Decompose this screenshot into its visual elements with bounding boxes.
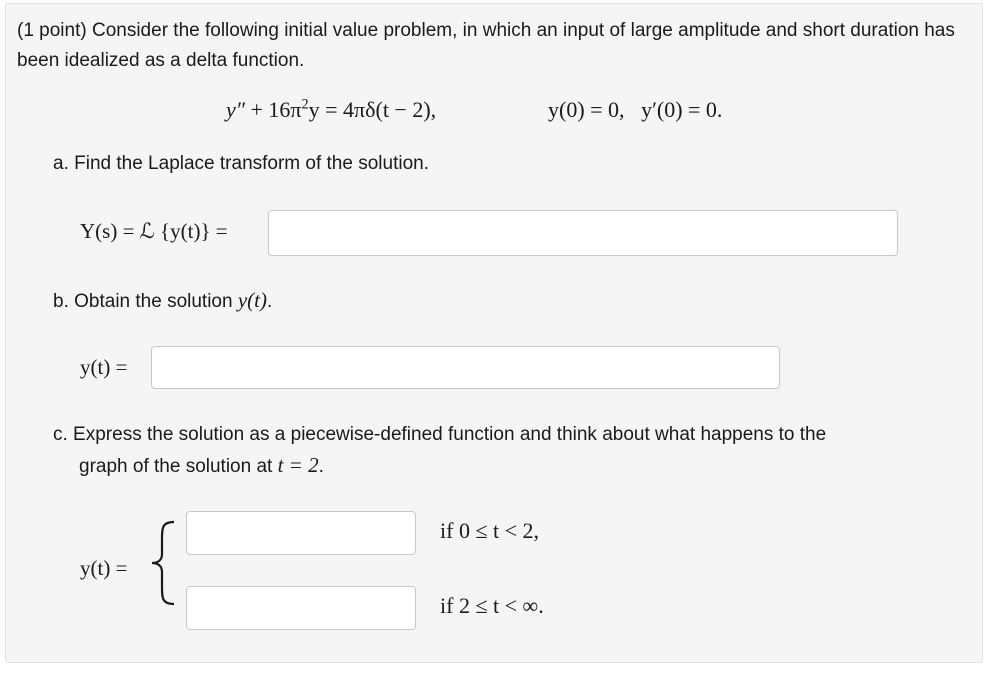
- eq-exponent: 2: [301, 96, 309, 113]
- eq-lhs: y″: [226, 97, 245, 122]
- part-a-label: a. Find the Laplace transform of the solution.: [53, 153, 429, 174]
- part-c-label-line1: c. Express the solution as a piecewise-defined function and think about what happens to the: [53, 424, 827, 445]
- piecewise-field-label: y(t) =: [80, 556, 128, 580]
- laplace-answer-input[interactable]: [268, 210, 898, 256]
- part-b-label-end: .: [267, 291, 273, 312]
- differential-equation: [226, 97, 436, 123]
- part-c-label-math: t = 2: [277, 453, 319, 477]
- eq-rhs: y = 4πδ(t − 2),: [308, 97, 437, 122]
- eq-coefficient: + 16π: [244, 97, 302, 122]
- part-c-label-line2: graph of the solution at: [79, 456, 278, 477]
- part-b-label-text: b. Obtain the solution: [53, 291, 238, 312]
- piece2-answer-input[interactable]: [186, 586, 416, 630]
- initial-conditions: [548, 97, 722, 123]
- piece2-condition: if 2 ≤ t < ∞.: [440, 593, 544, 618]
- laplace-field-label: Y(s) = ℒ {y(t)} =: [80, 219, 228, 243]
- problem-intro: (1 point) Consider the following initial value problem, in which an input of large amplitude and short duration has been idealized as a delta function.: [17, 20, 955, 71]
- initial-condition-2: y′(0) = 0.: [641, 97, 723, 122]
- part-b-label-math: y(t): [237, 288, 267, 312]
- solution-answer-input[interactable]: [151, 346, 780, 389]
- part-c-label-end: .: [318, 456, 324, 477]
- piece1-condition: if 0 ≤ t < 2,: [440, 518, 540, 543]
- part-b-label: [53, 285, 953, 317]
- part-c-label: [53, 420, 953, 482]
- piece1-answer-input[interactable]: [186, 511, 416, 555]
- solution-field-label: y(t) =: [80, 355, 128, 379]
- left-brace-icon: [142, 518, 182, 608]
- initial-condition-1: y(0) = 0,: [548, 97, 625, 122]
